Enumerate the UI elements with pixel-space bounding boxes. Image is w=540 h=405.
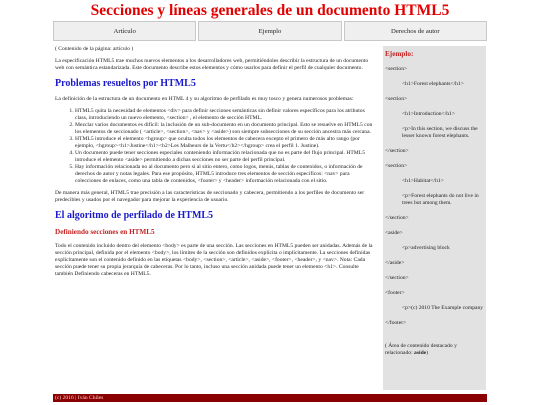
- nav-link-articulo[interactable]: Artículo: [53, 21, 196, 41]
- problems-list: [55, 108, 377, 185]
- nav-link-ejemplo[interactable]: Ejemplo: [198, 21, 341, 41]
- code-line: <p>(c) 2010 The Example company: [402, 305, 484, 311]
- list-item: 1. HTML5 quita la necesidad de elementos <div> para definir secciones semánticas sin definir valores específicos para los atributos class, introduciendo un nuevo elemento, <section> , el elemento de sección HTML.: [75, 108, 377, 122]
- code-line: </footer>: [385, 320, 407, 326]
- intro-paragraph: La especificación HTML5 trae muchos nuevos elementos a los desarrolladores web, permitiéndoles describir la estructura de un documento web con semántica estandarizada. Este documento describe estos elementos y cómo usarlos para definir el perfil de cualquier documento.: [55, 58, 369, 71]
- code-line: <section>: [385, 163, 408, 169]
- section-heading-problems: Problemas resueltos por HTML5: [55, 78, 196, 89]
- page-title: Secciones y líneas generales de un documento HTML5: [90, 2, 450, 19]
- subsection-heading-defining: Definiendo secciones en HTML5: [55, 228, 155, 236]
- code-line: <h1>Habitat</h1>: [402, 178, 444, 184]
- list-item: 4. Un documento puede tener secciones especiales conteniendo información relacionada que no es parte del flujo principal. HTML5 introduce el elemento <aside> permitiendo a dichas secciones no ser parte del perfil principal.: [75, 150, 377, 164]
- page-footer: (c) 2016 | Iván Chiles: [53, 394, 487, 402]
- main-article: [55, 46, 377, 386]
- code-line: <section>: [385, 66, 408, 72]
- code-line: <h1>Introduction</h1>: [402, 111, 456, 117]
- aside-note-suffix: ): [426, 350, 429, 356]
- problems-intro: La definición de la estructura de un documento en HTML 4 y su algoritmo de perfilado es muy tosco y genera numerosos problemas:: [55, 96, 354, 102]
- code-line: <p>Forest elephants do not live in trees but among them.: [402, 193, 479, 206]
- code-line: </section>: [385, 275, 409, 281]
- code-line: <section>: [385, 96, 408, 102]
- code-line: </section>: [385, 215, 409, 221]
- code-line: <h1>Forest elephants</h1>: [402, 81, 464, 87]
- code-line: <footer>: [385, 290, 405, 296]
- aside-note: [385, 343, 484, 357]
- aside-heading: Ejemplo:: [385, 50, 414, 58]
- list-item: 3. HTML5 introduce el elemento <hgroup> que oculta todos los elementos de cabecera excepto el primero de más alto rango (por ejemplo, <hgroup><h1>Justine</h1><h2>Les Malheurs de la Vertu</h2></hgroup> crea el perfil 1. Justine).: [75, 136, 377, 150]
- top-nav: [53, 21, 487, 41]
- problems-outro: De manera más general, HTML5 trae precisión a las características de seccionado y cabecera, permitiendo a los perfiles de documento ser predecibles y usados por el navegador para mejorar la experiencia de usuario.: [55, 190, 365, 203]
- nav-link-derechos[interactable]: Derechos de autor: [344, 21, 487, 41]
- aside-note-prefix: ( Área de contenido destacado y relacionado:: [385, 343, 457, 356]
- code-example: [385, 66, 484, 327]
- aside-note-bold: aside: [414, 350, 427, 356]
- list-item: 5. Hay información relacionada no al documento pero sí al sitio entero, como logos, menús, tablas de contenidos, o información de derechos de autor y notas legales. Para ese propósito, HTML5 introduce tres elementos de sección específicos: <nav> para colecciones de enlaces, como una tabla de contenidos, <footer> y <header> información relacionada con el sitio.: [75, 164, 377, 185]
- list-item: 2. Mezclar varios documentos es difícil: la inclusión de un sub-documento en un documento principal. Esto se resuelve en HTML5 con los elementos de seccionado ( <article>, <section>, <nav> y <aside>) son siempre subsecciones de su sección ancestra más cercana.: [75, 122, 377, 136]
- code-line: </section>: [385, 148, 409, 154]
- defining-paragraph: Todo el contenido incluido dentro del elemento <body> es parte de una sección. Las secciones en HTML5 pueden ser anidadas. Además de la sección principal, definida por el elemento <body>, los límites de la sección son definidos explícita o implícitamente. La secciones definidas explícitamente son el contenido definido en las etiquetas <body>, <section>, <article>, <aside>, <footer>, <header>, y <nav>. Nota: Cada sección puede tener su propia jerarquía de cabeceras. Por lo tanto, incluso una sección anidada puede tener un elemento <h1>. Consulte también Definiendo cabeceras en HTML5.: [55, 243, 373, 277]
- example-aside: [383, 46, 486, 390]
- code-line: </aside>: [385, 260, 405, 266]
- section-heading-algorithm: El algoritmo de perfilado de HTML5: [55, 210, 214, 221]
- code-line: <p>advertising block: [402, 245, 450, 251]
- code-line: <p>In this section, we discuss the lesser known forest elephants.: [402, 126, 478, 139]
- code-line: <aside>: [385, 230, 403, 236]
- content-context-note: ( Contenido de la página: artículo ): [55, 46, 134, 52]
